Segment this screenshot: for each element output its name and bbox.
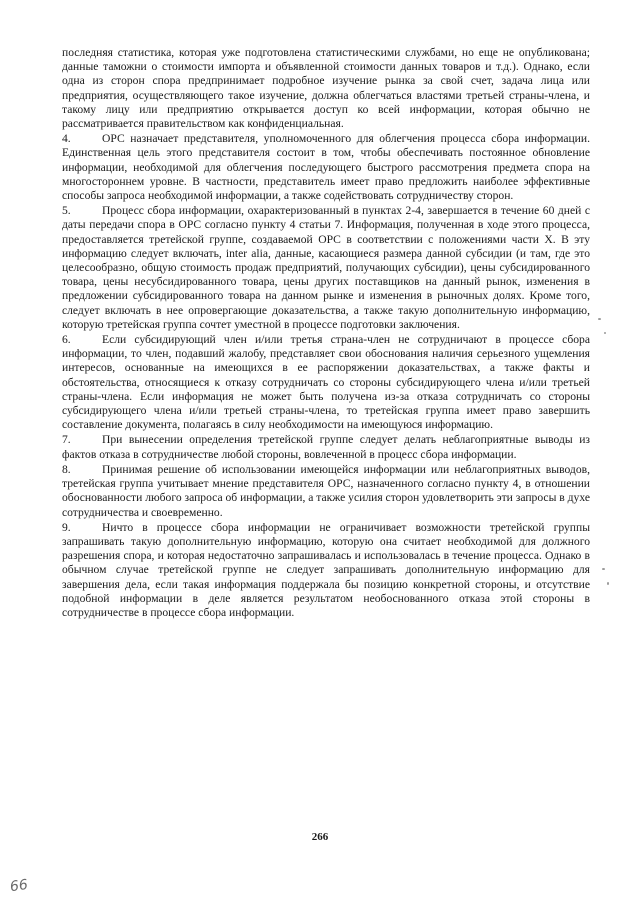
- paragraph-number: 7.: [62, 433, 71, 447]
- paragraph-number: 8.: [62, 462, 71, 476]
- paragraph-9: 9. Ничто в процессе сбора информации не ограничивает возможности третейской группы запрашивать такую дополнительную информацию, которую она считает необходимой для должного разрешения спора, и которая недостаточно запрашивалась и использовалась в течение процесса. Однако в обычном случае третейской группе не следует запрашивать дополнительную информацию для завершения дела, если такая информация поддержала бы позицию конкретной стороны, и отсутствие подобной информации в деле является результатом необоснованного отказа этой стороны в сотрудничестве в процессе сбора информации.: [62, 520, 590, 619]
- scan-speck: [607, 582, 609, 585]
- scan-speck: [604, 332, 606, 334]
- body-text: [62, 46, 590, 621]
- paragraph-continuation: последняя статистика, которая уже подготовлена статистическими службами, но еще не опубликована; данные таможни о стоимости импорта и объявленной стоимости данных товаров и т.д.). Однако, если одна из сторон спора предпринимает подробное изучение рынка за свой счет, задача лица или предприятия, осуществляющего такое изучение, должна облегчаться властями третьей страны-члена, и такому лицу или предприятию открывается доступ ко всей информации, которая обычно не рассматривается правительством как конфиденциальная.: [62, 46, 590, 131]
- paragraph-5: 5. Процесс сбора информации, охарактеризованный в пунктах 2-4, завершается в течение 60 дней с даты передачи спора в ОРС согласно пункту 4 статьи 7. Информация, полученная в ходе этого процесса, предоставляется третейской группе, создаваемой ОРС в соответствии с положениями части X. В эту информацию следует включать, inter alia, данные, касающиеся размера данной субсидии (и там, где это целесообразно, общую стоимость продаж предприятий, получающих субсидии), цены субсидированного товара, цены несубсидированного товара, цены других поставщиков на данный рынок, изменения в предложении субсидированного товара на данном рынке и изменения в рыночных долях. Кроме того, следует включать в нее опровергающие доказательства, а также такую дополнительную информацию, которую третейская группа сочтет уместной в процессе подготовки заключения.: [62, 204, 590, 331]
- paragraph-8: 8. Принимая решение об использовании имеющейся информации или неблагоприятных выводов, третейская группа учитывает мнение представителя ОРС, назначенного согласно пункту 4, в отношении обоснованности любого запроса об информации, а также усилия сторон удовлетворить эти запросы в духе сотрудничества и своевременно.: [62, 462, 590, 519]
- scan-speck: [602, 568, 605, 570]
- scan-speck: [598, 318, 601, 320]
- paragraph-6: 6. Если субсидирующий член и/или третья страна-член не сотрудничают в процессе сбора информации, то член, подавший жалобу, представляет свои обоснования наличия серьезного ущемления интересов, основанные на имеющихся в ее распоряжении доказательствах, а также факты и обстоятельства, относящиеся к отказу сотрудничать со стороны субсидирующего члена и/или третьей страны-члена. Если информация не может быть получена из-за отказа сотрудничать со стороны субсидирующего члена и/или третьей страны-члена, то третейская группа имеет право завершить составление документа, полагаясь в силу необходимости на имеющуюся информацию.: [62, 333, 590, 432]
- paragraph-4: 4. ОРС назначает представителя, уполномоченного для облегчения процесса сбора информации. Единственная цель этого представителя состоит в том, чтобы обеспечивать постоянное обновление информации, необходимой для облегчения последующего быстрого рассмотрения предмета спора на многостороннем уровне. В частности, представитель имеет право предложить наиболее эффективные способы запроса необходимой информации, а также содействовать сотрудничеству сторон.: [62, 132, 590, 203]
- paragraph-number: 5.: [62, 204, 71, 218]
- handwritten-margin-mark: 66: [8, 876, 29, 896]
- paragraph-number: 4.: [62, 132, 71, 146]
- paragraph-number: 6.: [62, 333, 71, 347]
- paragraph-number: 9.: [62, 520, 71, 534]
- paragraph-7: 7. При вынесении определения третейской группе следует делать неблагоприятные выводы из фактов отказа в сотрудничестве любой стороны, вовлеченной в процесс сбора информации.: [62, 433, 590, 461]
- page-number: 266: [311, 831, 329, 843]
